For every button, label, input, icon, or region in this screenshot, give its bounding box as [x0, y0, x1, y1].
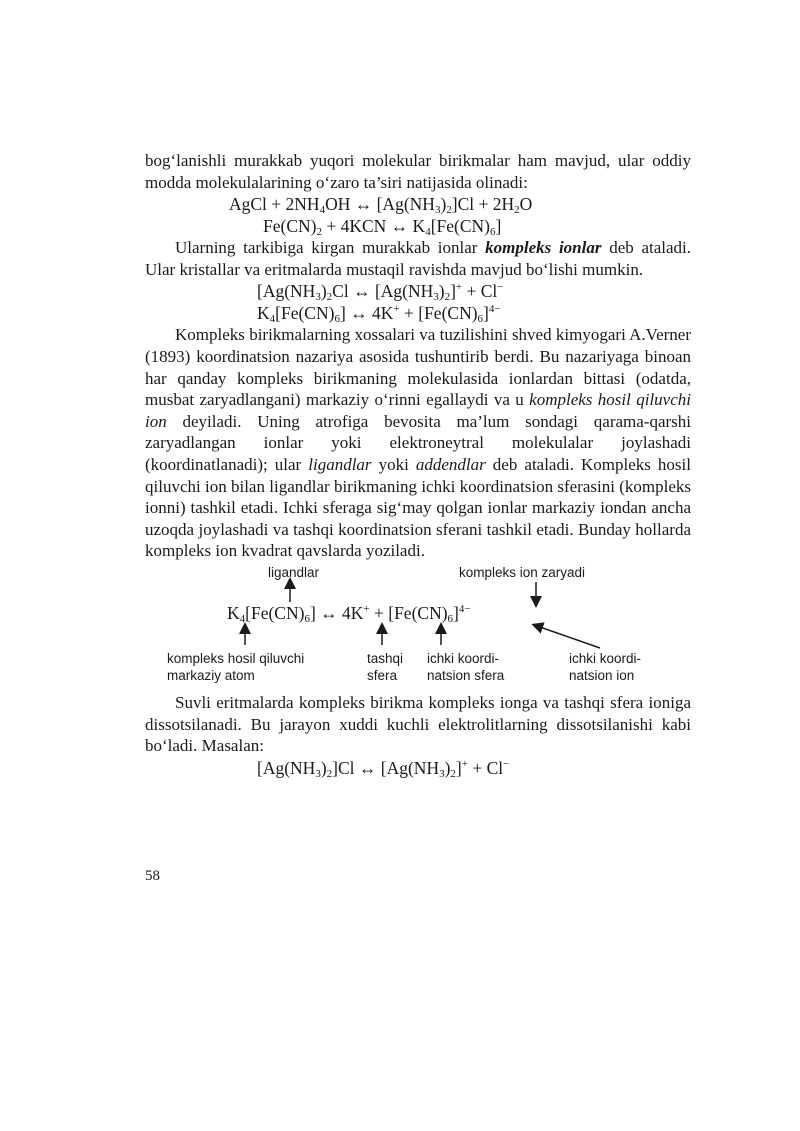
term-complex-ions: kompleks ionlar — [485, 238, 602, 258]
paragraph-intro: bog‘lanishli murakkab yuqori molekular birikmalar ham mavjud, ular oddiy modda molekulalarining o‘zaro ta’siri natijasida olinadi: — [145, 151, 691, 192]
label-outer-sphere: tashqi sfera — [367, 650, 404, 683]
label-complex-ion-charge: kompleks ion zaryadi — [459, 564, 586, 580]
page-number: 58 — [145, 868, 160, 884]
term-ligands: ligandlar — [308, 454, 372, 474]
paragraph-dissociation: Suvli eritmalarda kompleks birikma kompleks ionga va tashqi sfera ioniga dissotsilanadi. Bu jarayon xuddi kuchli elektrolitlarning dissotsilanishi kabi bo‘ladi. Masalan: — [145, 692, 691, 756]
page-content — [145, 150, 691, 779]
label-inner-sphere: ichki koordi- natsion sfera — [427, 650, 505, 683]
label-inner-ion: ichki koordi- natsion ion — [569, 650, 642, 683]
diagram-formula: $K_4[Fe(CN)_6]$ ↔ $4K^+ + [Fe(CN)_6]^{4-}$ — [227, 602, 471, 625]
complex-structure-diagram — [145, 562, 691, 692]
equation-agcl: AgCl + $2NH_4OH$ ↔ $[Ag(NH_3)_2]Cl + 2H_2O$ — [229, 194, 533, 217]
equation-fecn: $Fe(CN)_2 + 4KCN$ ↔ $K_4[Fe(CN)_6]$ — [263, 216, 502, 239]
equation-k4-dissociation: $K_4[Fe(CN)_6]$ ↔ $4K^+ + [Fe(CN)_6]^{4-}$ — [257, 303, 501, 326]
label-ligands: ligandlar — [268, 564, 320, 580]
term-addends: addendlar — [415, 454, 486, 474]
paragraph-verner-theory: Kompleks birikmalarning xossalari va tuzilishini shved kimyogari A.Verner (1893) koordinatsion nazariya asosida tushuntirib berdi. Bu nazariyaga binoan har qanday kompleks birikmaning molekulasida ionlardan bittasi (odatda, musbat zaryadlangani) markaziy o‘rinni egallaydi va u kompleks hosil qiluvchi ion deyiladi. Uning atrofiga bevosita ma’lum sondagi qarama-qarshi zaryadlangan ionlar yoki elektroneytral molekulalar joylashadi (koordinatlanadi); ular ligandlar yoki addendlar deb ataladi. Kompleks hosil qiluvchi ion bilan ligandlar birikmaning ichki koordinatsion sferasini (kompleks ionni) tashkil etadi. Ichki sferaga sig‘may qolgan ionlar markaziy iondan ancha uzoqda joylashadi va tashqi koordinatsion sferani tashkil etadi. Bunday hollarda kompleks ion kvadrat qavslarda yoziladi. — [145, 325, 691, 561]
arrow-inner-ion-icon — [537, 626, 600, 648]
equation-example: $[Ag(NH_3)_2]Cl$ ↔ $[Ag(NH_3)_2]^+ + Cl^-$ — [257, 757, 510, 780]
equation-ag-dissociation: [$Ag(NH_3)_2Cl$ ↔ $[Ag(NH_3)_2]^+ + Cl^-$ — [257, 281, 504, 304]
label-central-atom: kompleks hosil qiluvchi markaziy atom — [167, 650, 305, 683]
paragraph-complex-ions: Ularning tarkibiga kirgan murakkab ionlar kompleks ionlar deb ataladi. Ular kristallar va eritmalarda mustaqil ravishda mavjud bo‘lishi mumkin. — [145, 238, 691, 279]
term-central-ion: kompleks hosil qiluvchi ion — [145, 390, 691, 431]
